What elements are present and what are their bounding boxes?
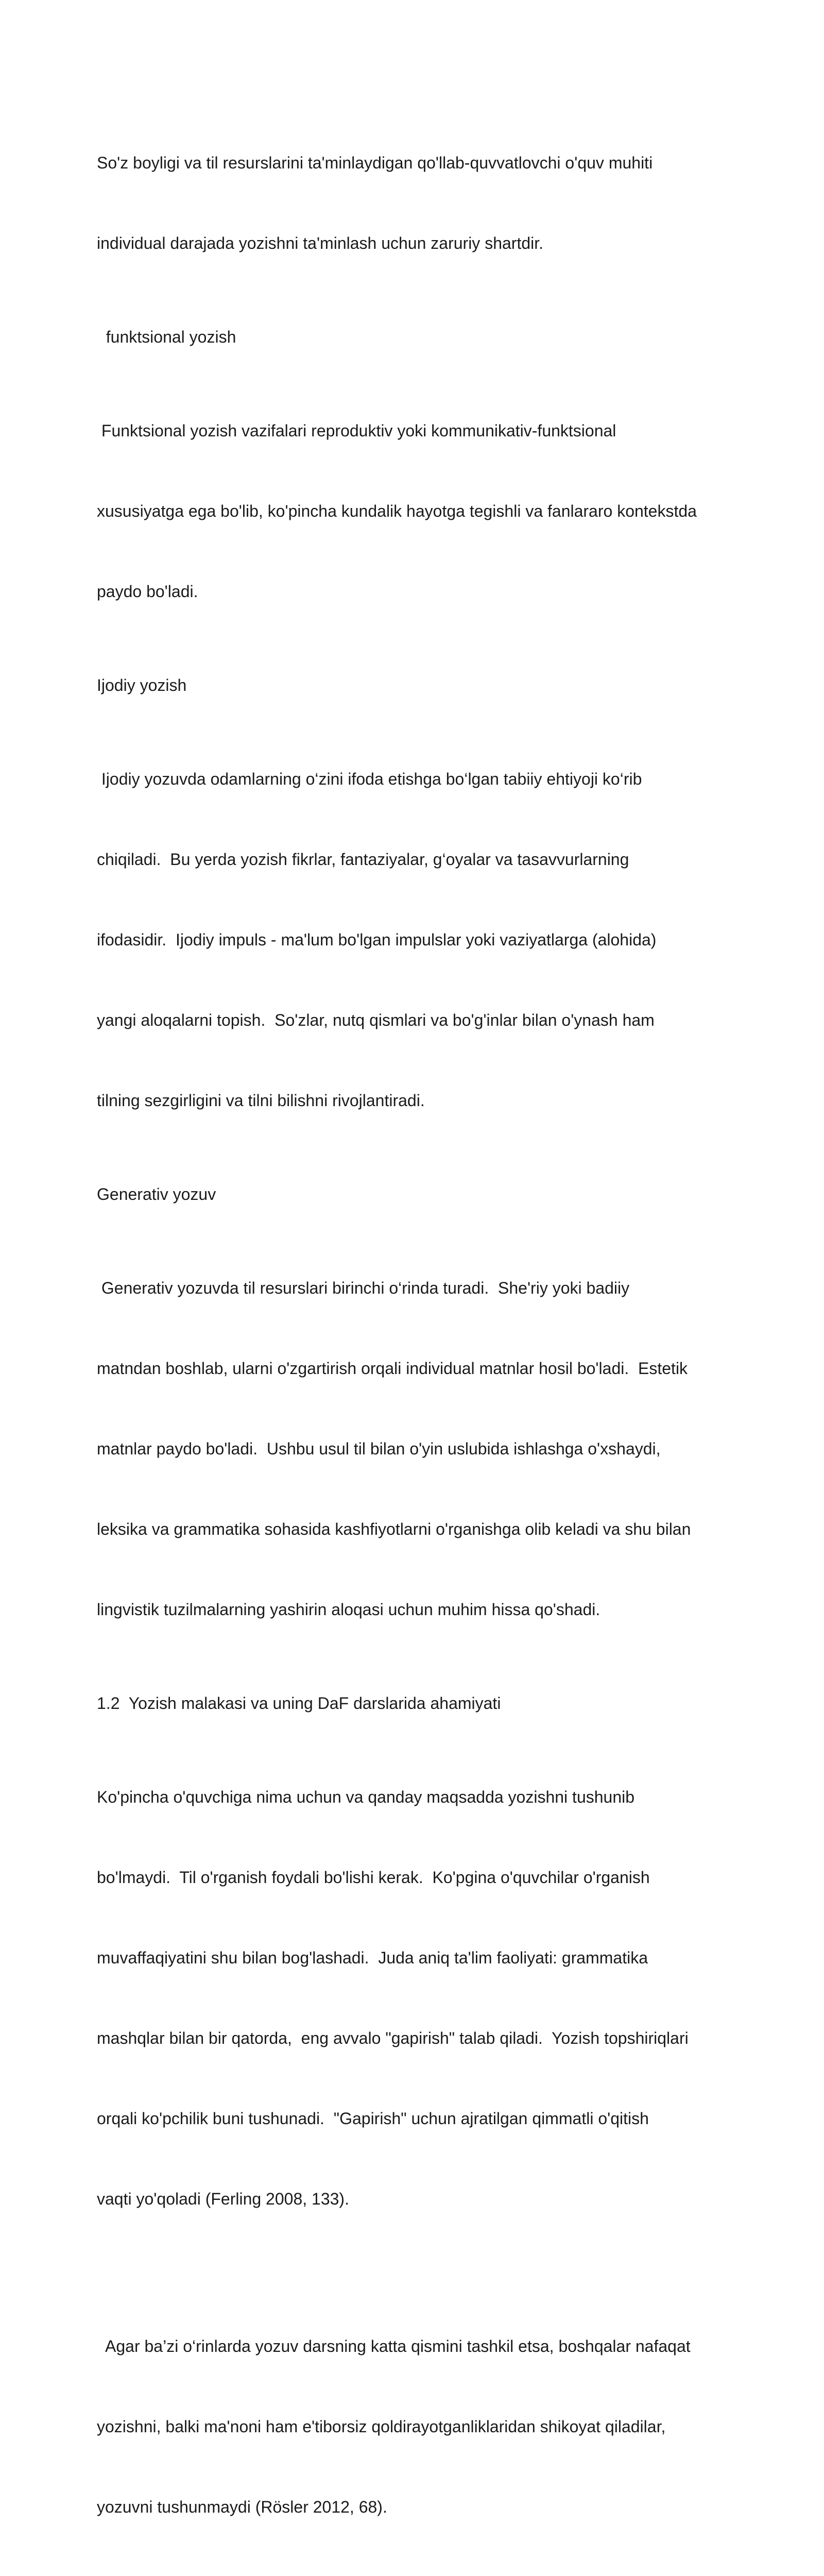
paragraph-line: lingvistik tuzilmalarning yashirin aloqasi uchun muhim hissa qo'shadi. (97, 1600, 600, 1619)
paragraph-line: Agar ba’zi o‘rinlarda yozuv darsning katta qismini tashkil etsa, boshqalar nafaqat (97, 2337, 691, 2355)
paragraph-line: paydo bo'ladi. (97, 582, 198, 601)
paragraph-line: chiqiladi. Bu yerda yozish fikrlar, fantaziyalar, g‘oyalar va tasavvurlarning (97, 850, 629, 869)
paragraph-writing-skill (97, 1730, 735, 2266)
paragraph-line: Funktsional yozish vazifalari reproduktiv yoki kommunikativ-funktsional (97, 421, 616, 440)
paragraph-line: So'z boyligi va til resurslarini ta'minlaydigan qo'llab-quvvatlovchi o'quv muhiti (97, 154, 653, 172)
paragraph-line: individual darajada yozishni ta'minlash uchun zaruriy shartdir. (97, 234, 544, 252)
paragraph-line: xususiyatga ega bo'lib, ko'pincha kundalik hayotga tegishli va fanlararo kontekstda (97, 502, 697, 520)
paragraph-line: matnlar paydo bo'ladi. Ushbu usul til bilan o'yin uslubida ishlashga o'xshaydi, (97, 1439, 661, 1458)
paragraph-creative-writing (97, 712, 735, 1167)
paragraph-vocabulary-support (97, 96, 735, 310)
paragraph-line: leksika va grammatika sohasida kashfiyotlarni o'rganishga olib keladi va shu bilan (97, 1520, 691, 1538)
document-body (97, 96, 735, 2576)
heading-functional-writing: funktsional yozish (97, 328, 236, 346)
paragraph-writing-complaints (97, 2279, 735, 2574)
paragraph-line: vaqti yo'qoladi (Ferling 2008, 133). (97, 2190, 349, 2208)
paragraph-line: tilning sezgirligini va tilni bilishni rivojlantiradi. (97, 1091, 425, 1110)
heading-section-1-2: 1.2 Yozish malakasi va uning DaF darslarida ahamiyati (97, 1694, 501, 1713)
paragraph-line: muvaffaqiyatini shu bilan bog'lashadi. Juda aniq ta'lim faoliyati: grammatika (97, 1948, 648, 1967)
paragraph-line: Ijodiy yozuvda odamlarning o‘zini ifoda etishga bo‘lgan tabiiy ehtiyoji ko‘rib (97, 770, 642, 788)
paragraph-line: Generativ yozuvda til resurslari birinchi o‘rinda turadi. She'riy yoki badiiy (97, 1279, 630, 1297)
paragraph-line: yangi aloqalarni topish. So'zlar, nutq qismlari va bo'g'inlar bilan o'ynash ham (97, 1011, 655, 1029)
paragraph-line: yozishni, balki ma'noni ham e'tiborsiz qoldirayotganliklaridan shikoyat qiladilar, (97, 2417, 666, 2436)
paragraph-line: orqali ko'pchilik buni tushunadi. "Gapirish" uchun ajratilgan qimmatli o'qitish (97, 2109, 649, 2128)
paragraph-generative-writing (97, 1221, 735, 1676)
paragraph-line: matndan boshlab, ularni o'zgartirish orqali individual matnlar hosil bo'ladi. Estetik (97, 1359, 688, 1378)
paragraph-line: bo'lmaydi. Til o'rganish foydali bo'lishi kerak. Ko'pgina o'quvchilar o'rganish (97, 1868, 650, 1887)
paragraph-line: ifodasidir. Ijodiy impuls - ma'lum bo'lgan impulslar yoki vaziyatlarga (alohida) (97, 930, 657, 949)
paragraph-functional-writing (97, 364, 735, 658)
heading-generative-writing: Generativ yozuv (97, 1185, 216, 1204)
paragraph-line: Ko'pincha o'quvchiga nima uchun va qanday maqsadda yozishni tushunib (97, 1788, 635, 1806)
heading-creative-writing: Ijodiy yozish (97, 676, 187, 694)
paragraph-line: yozuvni tushunmaydi (Rösler 2012, 68). (97, 2498, 387, 2516)
paragraph-line: mashqlar bilan bir qatorda, eng avvalo "gapirish" talab qiladi. Yozish topshiriqlari (97, 2029, 689, 2047)
